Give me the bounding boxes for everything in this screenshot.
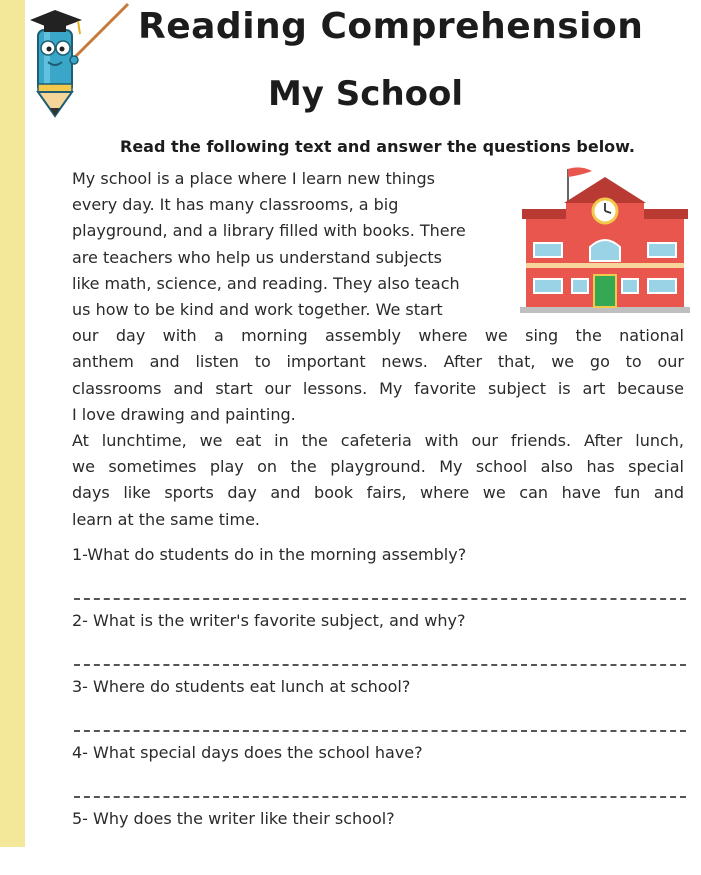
passage-line: are teachers who help us understand subjects (72, 247, 442, 267)
passage-line: we sometimes play on the playground. My school also has special (72, 457, 684, 477)
margin-strip (0, 0, 25, 847)
passage-line: days like sports day and book fairs, where we can have fun and (72, 483, 684, 503)
question-item (72, 743, 684, 809)
question-item (72, 677, 684, 743)
question-text: 2- What is the writer's favorite subject, and why? (72, 611, 466, 630)
question-item (72, 809, 684, 875)
question-list (72, 545, 684, 875)
question-item (72, 545, 684, 611)
passage-line: I love drawing and painting. (72, 404, 296, 424)
passage-line: At lunchtime, we eat in the cafeteria with our friends. After lunch, (72, 431, 684, 451)
answer-line-4[interactable] (74, 776, 686, 798)
instructions: Read the following text and answer the questions below. (120, 137, 636, 156)
question-text: 4- What special days does the school have? (72, 743, 423, 762)
answer-line-2[interactable] (74, 644, 686, 666)
passage-line: our day with a morning assembly where we sing the national (72, 326, 684, 346)
passage-line: playground, and a library filled with books. There (72, 221, 466, 241)
question-text: 5- Why does the writer like their school? (72, 809, 395, 828)
question-text: 1-What do students do in the morning assembly? (72, 545, 467, 564)
answer-line-3[interactable] (74, 710, 686, 732)
reading-passage (72, 166, 684, 533)
passage-line: My school is a place where I learn new things (72, 169, 435, 188)
question-item (72, 611, 684, 677)
passage-line: classrooms and start our lessons. My favorite subject is art because (72, 378, 684, 398)
passage-line: us how to be kind and work together. We start (72, 300, 443, 320)
passage-line: like math, science, and reading. They also teach (72, 273, 460, 293)
answer-line-1[interactable] (74, 578, 686, 600)
worksheet-subtitle: My School (267, 74, 464, 114)
worksheet-title: Reading Comprehension (138, 6, 644, 47)
passage-line: anthem and listen to important news. After that, we go to our (72, 352, 684, 372)
passage-line: learn at the same time. (72, 509, 261, 529)
question-text: 3- Where do students eat lunch at school? (72, 677, 411, 696)
passage-line: every day. It has many classrooms, a big (72, 195, 399, 215)
